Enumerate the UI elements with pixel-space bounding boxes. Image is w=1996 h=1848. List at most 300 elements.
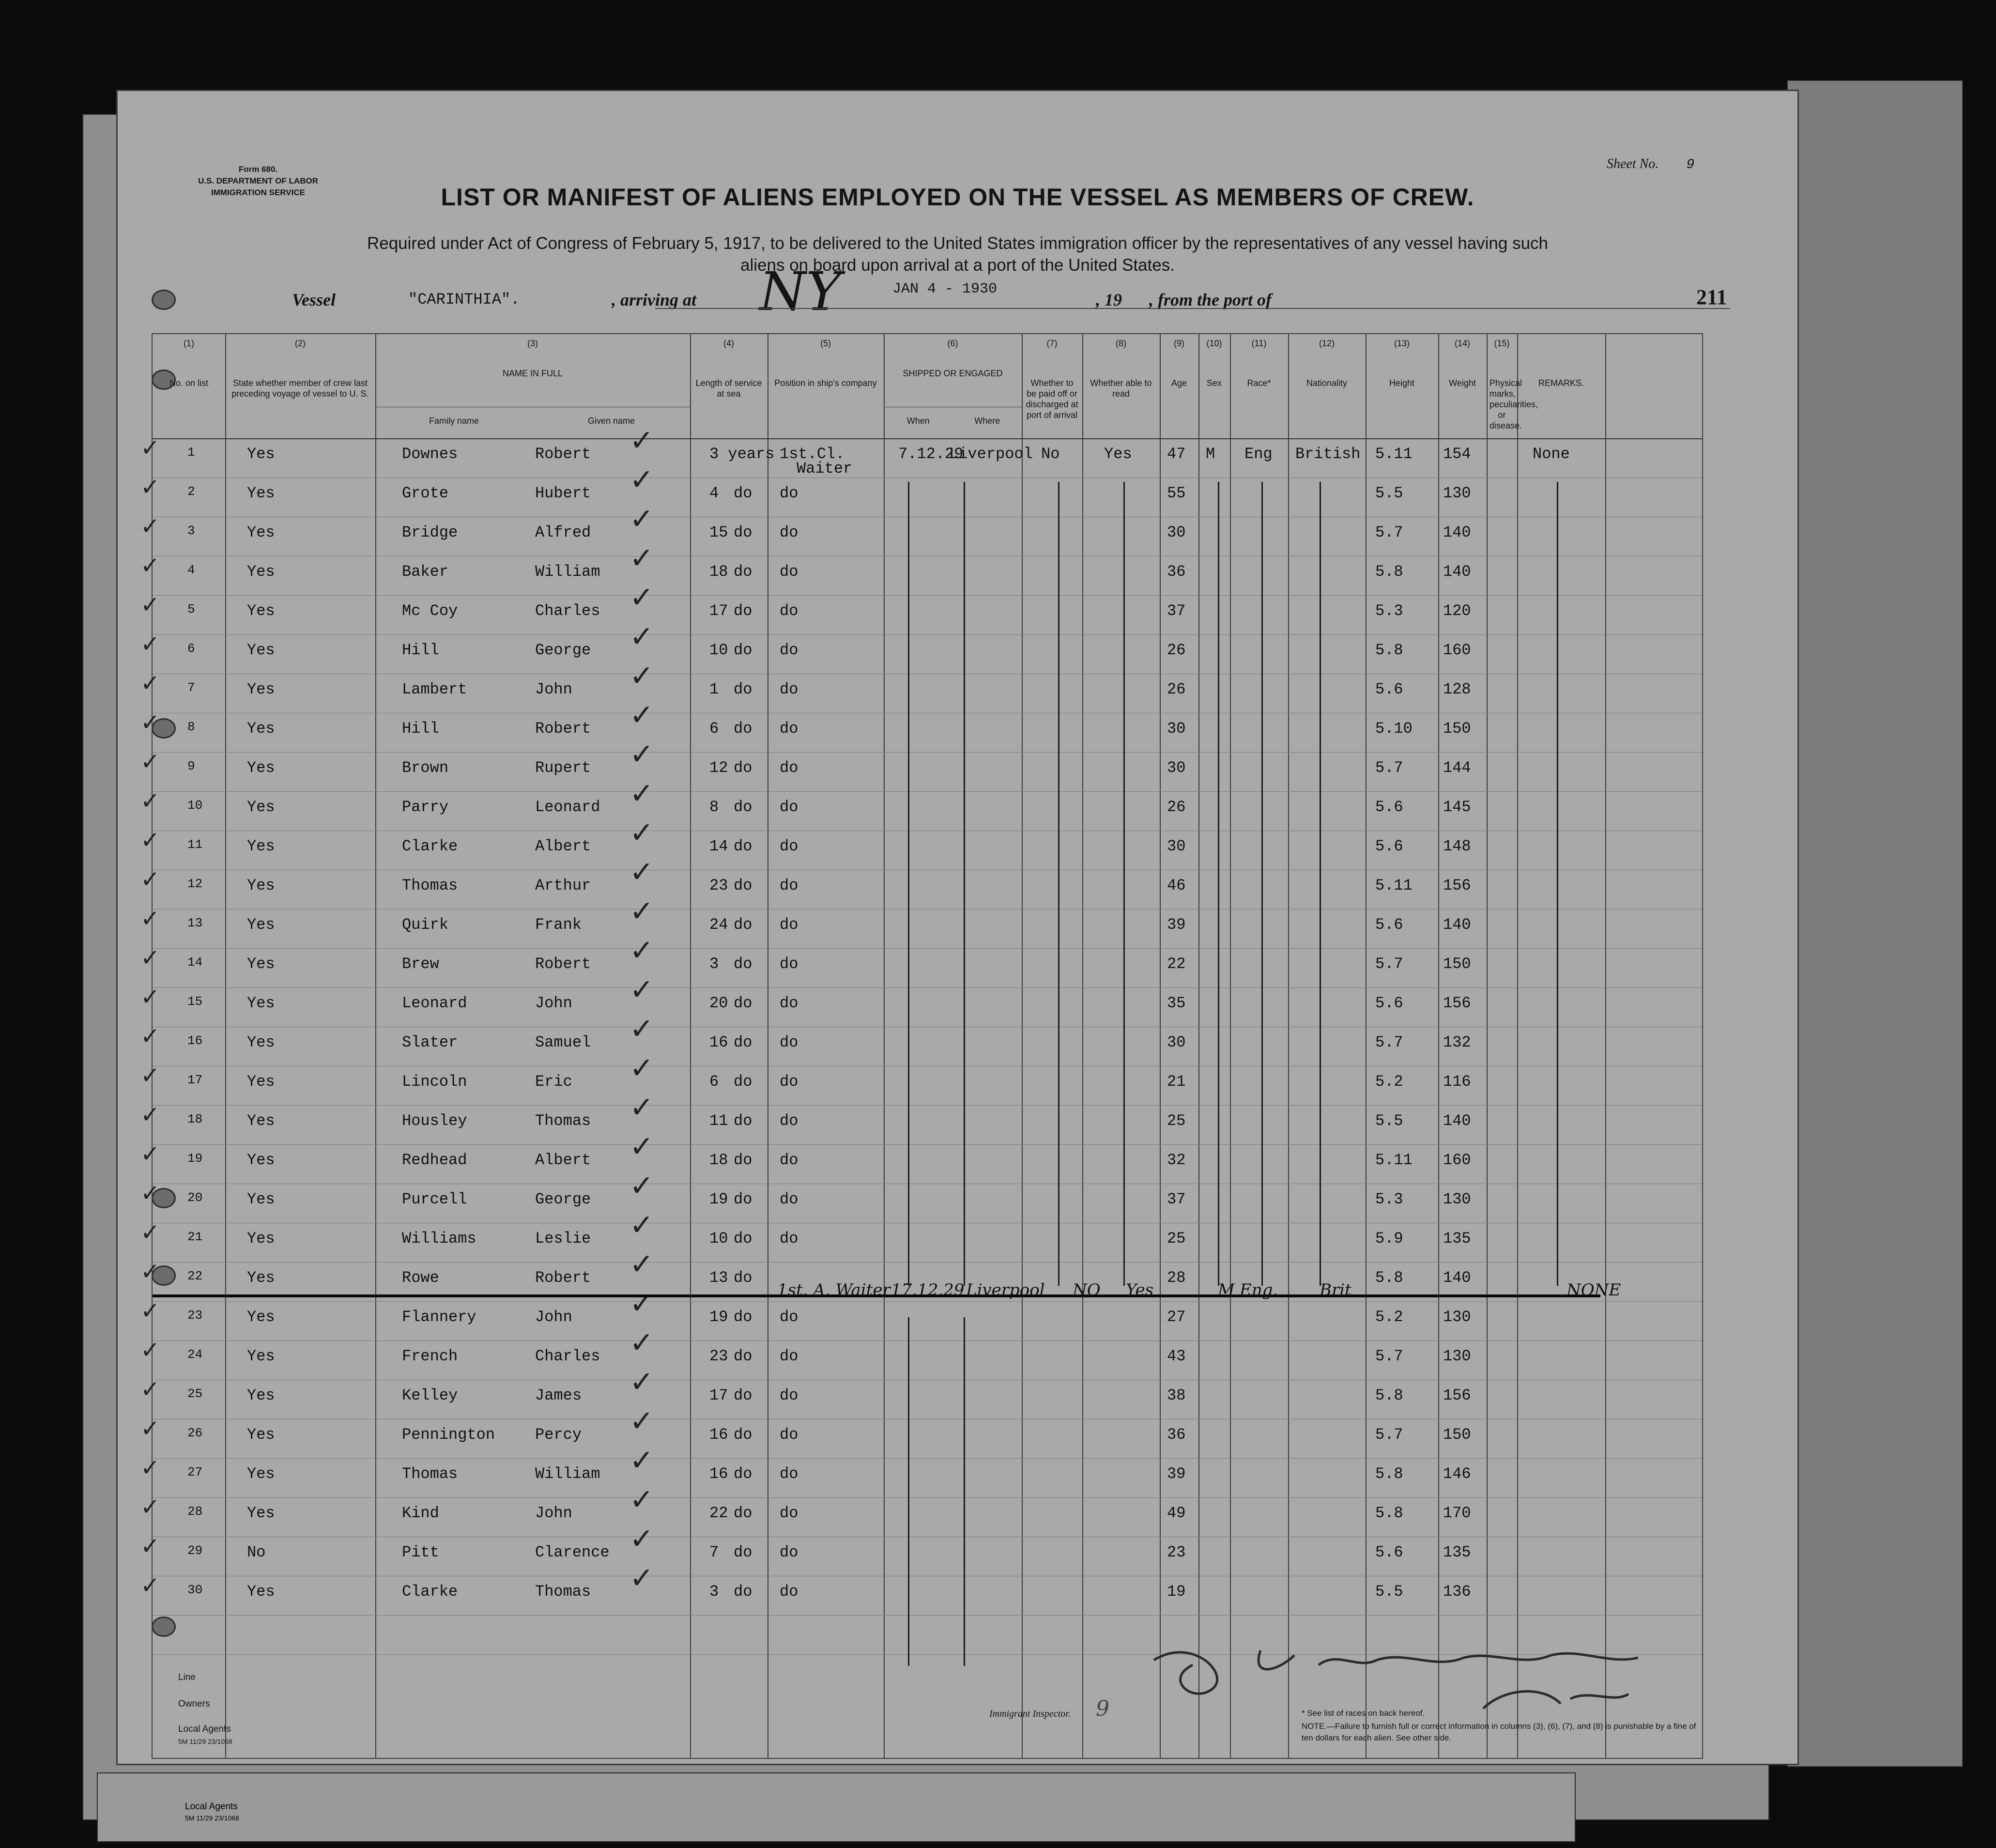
row-check-mark: ✓ <box>140 984 160 1011</box>
given-name: Leslie <box>535 1230 591 1247</box>
service-unit: do <box>734 641 752 659</box>
name-check-mark: ✓ <box>630 816 654 850</box>
service-unit: do <box>734 524 752 541</box>
service-unit: do <box>734 1190 752 1208</box>
age: 37 <box>1167 602 1186 620</box>
given-name: Hubert <box>535 484 591 502</box>
column-header: Whether to be paid off or discharged at port of arrival <box>1026 378 1078 420</box>
given-name: Leonard <box>535 798 600 816</box>
column-header: Position in ship's company <box>774 378 877 388</box>
family-name: Slater <box>402 1033 458 1051</box>
row-number: 13 <box>187 916 203 930</box>
height: 5.3 <box>1375 1190 1403 1208</box>
name-check-mark: ✓ <box>630 620 654 654</box>
age: 30 <box>1167 524 1186 541</box>
prev-voyage: Yes <box>247 1465 275 1483</box>
given-name: Samuel <box>535 1033 591 1051</box>
row-check-mark: ✓ <box>140 944 160 971</box>
inspector-signature <box>1135 1607 1764 1723</box>
ditto-line <box>908 1317 909 1666</box>
family-name: Rowe <box>402 1269 439 1287</box>
age: 27 <box>1167 1308 1186 1326</box>
service-unit: do <box>734 1543 752 1561</box>
prev-voyage: Yes <box>247 1112 275 1130</box>
row-check-mark: ✓ <box>140 631 160 658</box>
length-of-service: 16 <box>709 1033 728 1051</box>
race: Eng <box>1244 445 1273 463</box>
handwritten-race: Eng. <box>1240 1280 1278 1300</box>
table-row <box>140 777 1702 830</box>
weight: 148 <box>1443 837 1471 855</box>
family-name: Redhead <box>402 1151 467 1169</box>
position: do <box>780 1230 798 1247</box>
row-check-mark: ✓ <box>140 827 160 854</box>
row-check-mark: ✓ <box>140 1376 160 1403</box>
height: 5.2 <box>1375 1308 1403 1326</box>
position: do <box>780 759 798 777</box>
weight: 140 <box>1443 916 1471 934</box>
column-number: (13) <box>1394 339 1410 348</box>
handwritten-paid-off: NO <box>1073 1280 1101 1300</box>
form-number: Form 680. <box>238 165 278 174</box>
family-name: Brown <box>402 759 449 777</box>
given-name: Frank <box>535 916 582 934</box>
service-unit: do <box>734 1151 752 1169</box>
row-check-mark: ✓ <box>140 1572 160 1599</box>
length-of-service: 19 <box>709 1308 728 1326</box>
column-number: (11) <box>1251 339 1267 348</box>
shipped-where: Liverpool <box>949 445 1033 463</box>
weight: 140 <box>1443 1269 1471 1287</box>
under-local-agents-label: Local Agents <box>185 1802 238 1812</box>
age: 55 <box>1167 484 1186 502</box>
row-number: 11 <box>187 837 203 852</box>
service-unit: do <box>734 994 752 1012</box>
row-check-mark: ✓ <box>140 1415 160 1442</box>
family-name: Grote <box>402 484 449 502</box>
height: 5.8 <box>1375 1504 1403 1522</box>
age: 39 <box>1167 1465 1186 1483</box>
column-number: (2) <box>295 339 306 348</box>
height: 5.6 <box>1375 994 1403 1012</box>
column-subheader: When <box>906 416 930 426</box>
weight: 120 <box>1443 602 1471 620</box>
column-header: Whether able to read <box>1090 378 1152 399</box>
row-number: 6 <box>187 641 195 656</box>
family-name: Thomas <box>402 877 458 894</box>
underlying-sheet-footer <box>97 1772 1576 1842</box>
prev-voyage: Yes <box>247 837 275 855</box>
given-name: John <box>535 1308 572 1326</box>
height: 5.5 <box>1375 1112 1403 1130</box>
length-of-service: 11 <box>709 1112 728 1130</box>
weight: 130 <box>1443 1308 1471 1326</box>
given-name: Rupert <box>535 759 591 777</box>
local-agents-label: Local Agents <box>178 1724 231 1734</box>
manifest-table <box>140 333 1703 1759</box>
name-check-mark: ✓ <box>630 424 654 458</box>
row-number: 23 <box>187 1308 203 1323</box>
given-name: Robert <box>535 1269 591 1287</box>
row-check-mark: ✓ <box>140 474 160 501</box>
length-of-service: 13 <box>709 1269 728 1287</box>
length-of-service: 19 <box>709 1190 728 1208</box>
weight: 135 <box>1443 1230 1471 1247</box>
family-name: Mc Coy <box>402 602 458 620</box>
service-unit: do <box>734 602 752 620</box>
position: do <box>780 1190 798 1208</box>
handwritten-nationality: Brit <box>1320 1280 1351 1300</box>
family-name: Williams <box>402 1230 476 1247</box>
row-number: 14 <box>187 955 203 970</box>
age: 30 <box>1167 759 1186 777</box>
given-name: Thomas <box>535 1112 591 1130</box>
column-number: (14) <box>1454 339 1470 348</box>
family-name: Quirk <box>402 916 449 934</box>
length-of-service: 20 <box>709 994 728 1012</box>
row-number: 1 <box>187 445 195 460</box>
name-check-mark: ✓ <box>630 698 654 732</box>
age: 36 <box>1167 563 1186 581</box>
length-of-service: 17 <box>709 1386 728 1404</box>
service-unit: do <box>734 1112 752 1130</box>
weight: 130 <box>1443 1347 1471 1365</box>
column-number: (10) <box>1206 339 1222 348</box>
given-name: Clarence <box>535 1543 610 1561</box>
height: 5.6 <box>1375 798 1403 816</box>
column-number: (6) <box>947 339 958 348</box>
table-row <box>140 1208 1702 1262</box>
handwritten-where: Liverpool <box>966 1280 1045 1300</box>
name-check-mark: ✓ <box>630 777 654 811</box>
row-check-mark: ✓ <box>140 1101 160 1128</box>
column-header: NAME IN FULL <box>502 369 563 378</box>
owners-label: Owners <box>178 1699 210 1709</box>
service-unit: do <box>734 1583 752 1601</box>
position: do <box>780 1426 798 1444</box>
weight: 140 <box>1443 1112 1471 1130</box>
name-check-mark: ✓ <box>630 934 654 968</box>
age: 30 <box>1167 720 1186 738</box>
table-row <box>140 620 1702 673</box>
name-check-mark: ✓ <box>630 1326 654 1360</box>
row-number: 5 <box>187 602 195 616</box>
ditto-line <box>1058 482 1059 1286</box>
height: 5.8 <box>1375 1269 1403 1287</box>
subtitle-line-1: Required under Act of Congress of February 5, 1917, to be delivered to the United States immigration officer by the representatives of any vessel having such <box>367 234 1549 253</box>
row-check-mark: ✓ <box>140 1297 160 1324</box>
height: 5.7 <box>1375 1033 1403 1051</box>
row-check-mark: ✓ <box>140 591 160 618</box>
ditto-line <box>1557 482 1558 1286</box>
column-header: State whether member of crew last preceding voyage of vessel to U. S. <box>231 378 369 399</box>
given-name: Charles <box>535 602 600 620</box>
handwritten-marks: NONE <box>1566 1280 1621 1300</box>
column-subheader: Given name <box>587 416 635 426</box>
length-of-service: 16 <box>709 1465 728 1483</box>
position: do <box>780 1386 798 1404</box>
row-number: 30 <box>187 1583 203 1597</box>
given-name: John <box>535 680 572 698</box>
ditto-line <box>1261 482 1263 1286</box>
position: do <box>780 1308 798 1326</box>
weight: 140 <box>1443 563 1471 581</box>
name-check-mark: ✓ <box>630 1130 654 1164</box>
column-number: (12) <box>1319 339 1335 348</box>
length-of-service: 3 <box>709 1583 719 1601</box>
name-check-mark: ✓ <box>630 1091 654 1124</box>
position: do <box>780 563 798 581</box>
position: do <box>780 484 798 502</box>
height: 5.2 <box>1375 1073 1403 1091</box>
length-of-service: 15 <box>709 524 728 541</box>
position: do <box>780 680 798 698</box>
age: 32 <box>1167 1151 1186 1169</box>
weight: 154 <box>1443 445 1471 463</box>
row-check-mark: ✓ <box>140 1062 160 1089</box>
service-unit: do <box>734 955 752 973</box>
given-name: William <box>535 1465 600 1483</box>
table-row <box>140 659 1702 712</box>
row-number: 12 <box>187 877 203 891</box>
age: 21 <box>1167 1073 1186 1091</box>
prev-voyage: Yes <box>247 1426 275 1444</box>
table-row <box>140 1130 1702 1183</box>
prev-voyage: Yes <box>247 524 275 541</box>
age: 36 <box>1167 1426 1186 1444</box>
row-number: 22 <box>187 1269 203 1283</box>
ditto-line <box>908 482 909 1286</box>
height: 5.10 <box>1375 720 1413 738</box>
row-number: 15 <box>187 994 203 1009</box>
row-number: 10 <box>187 798 203 813</box>
age: 30 <box>1167 1033 1186 1051</box>
length-of-service: 3 years <box>709 445 775 463</box>
row-check-mark: ✓ <box>140 552 160 579</box>
row-check-mark: ✓ <box>140 709 160 736</box>
position: do <box>780 1465 798 1483</box>
date-stamp: JAN 4 - 1930 <box>892 281 998 297</box>
inspector-mark-handwritten: 9 <box>1096 1696 1109 1721</box>
given-name: Arthur <box>535 877 591 894</box>
position: do <box>780 1033 798 1051</box>
races-note: * See list of races on back hereof. <box>1302 1709 1425 1718</box>
service-unit: do <box>734 798 752 816</box>
column-header: SHIPPED OR ENGAGED <box>903 369 1003 378</box>
position: do <box>780 1073 798 1091</box>
length-of-service: 8 <box>709 798 719 816</box>
nationality: British <box>1295 445 1361 463</box>
table-row <box>140 1091 1702 1144</box>
height: 5.6 <box>1375 1543 1403 1561</box>
ditto-line <box>1218 482 1219 1286</box>
handwritten-able-to-read: Yes <box>1126 1280 1154 1300</box>
family-name: Kelley <box>402 1386 458 1404</box>
service-unit: do <box>734 1033 752 1051</box>
given-name: Thomas <box>535 1583 591 1601</box>
prev-voyage: Yes <box>247 720 275 738</box>
prev-voyage: Yes <box>247 484 275 502</box>
service-unit: do <box>734 916 752 934</box>
row-number: 8 <box>187 720 195 734</box>
length-of-service: 16 <box>709 1426 728 1444</box>
name-check-mark: ✓ <box>630 1247 654 1281</box>
table-row <box>140 502 1702 555</box>
prev-voyage: Yes <box>247 1269 275 1287</box>
age: 37 <box>1167 1190 1186 1208</box>
position: do <box>780 994 798 1012</box>
age: 22 <box>1167 955 1186 973</box>
length-of-service: 4 <box>709 484 719 502</box>
row-check-mark: ✓ <box>140 787 160 815</box>
prev-voyage: Yes <box>247 1033 275 1051</box>
column-number: (7) <box>1046 339 1058 348</box>
given-name: John <box>535 1504 572 1522</box>
row-check-mark: ✓ <box>140 1180 160 1207</box>
height: 5.7 <box>1375 955 1403 973</box>
column-number: (15) <box>1494 339 1510 348</box>
row-number: 25 <box>187 1386 203 1401</box>
given-name: Alfred <box>535 524 591 541</box>
height: 5.3 <box>1375 602 1403 620</box>
height: 5.11 <box>1375 1151 1413 1169</box>
sheet-number <box>1607 156 1694 172</box>
length-of-service: 18 <box>709 1151 728 1169</box>
service-unit: do <box>734 563 752 581</box>
row-number: 27 <box>187 1465 203 1479</box>
name-check-mark: ✓ <box>630 1287 654 1321</box>
column-header: Race* <box>1247 378 1271 388</box>
name-check-mark: ✓ <box>630 973 654 1007</box>
physical-marks: None <box>1533 445 1570 463</box>
service-unit: do <box>734 1426 752 1444</box>
position: do <box>780 1543 798 1561</box>
column-number: (4) <box>723 339 734 348</box>
prev-voyage: Yes <box>247 445 275 463</box>
age: 43 <box>1167 1347 1186 1365</box>
height: 5.8 <box>1375 641 1403 659</box>
service-unit: do <box>734 720 752 738</box>
row-number: 2 <box>187 484 195 499</box>
height: 5.5 <box>1375 1583 1403 1601</box>
row-number: 16 <box>187 1033 203 1048</box>
column-number: (1) <box>184 339 194 348</box>
given-name: Robert <box>535 955 591 973</box>
height: 5.7 <box>1375 1426 1403 1444</box>
fine-note: NOTE.—Failure to furnish full or correct information in columns (3), (6), (7), and (8) is punishable by a fine of ten dollars for each alien. See other side. <box>1302 1722 1696 1742</box>
table-row <box>140 1444 1702 1497</box>
table-row <box>140 1365 1702 1418</box>
prev-voyage: Yes <box>247 798 275 816</box>
prev-voyage: No <box>247 1543 266 1561</box>
weight: 144 <box>1443 759 1471 777</box>
length-of-service: 12 <box>709 759 728 777</box>
height: 5.7 <box>1375 1347 1403 1365</box>
age: 47 <box>1167 445 1186 463</box>
column-header: Length of service at sea <box>695 378 762 399</box>
name-check-mark: ✓ <box>630 1012 654 1046</box>
arriving-label: , arriving at <box>612 290 697 309</box>
given-name: James <box>535 1386 582 1404</box>
handwritten-when: 17.12.29 <box>891 1280 965 1300</box>
row-check-mark: ✓ <box>140 1337 160 1364</box>
length-of-service: 17 <box>709 602 728 620</box>
height: 5.7 <box>1375 524 1403 541</box>
row-number: 3 <box>187 524 195 538</box>
height: 5.5 <box>1375 484 1403 502</box>
family-name: Clarke <box>402 837 458 855</box>
length-of-service: 1 <box>709 680 719 698</box>
family-name: Hill <box>402 641 439 659</box>
column-header: Height <box>1389 378 1415 388</box>
table-row <box>140 424 1702 477</box>
name-check-mark: ✓ <box>630 463 654 497</box>
row-number: 26 <box>187 1426 203 1440</box>
row-number: 4 <box>187 563 195 577</box>
position: do <box>780 1151 798 1169</box>
row-check-mark: ✓ <box>140 434 160 462</box>
service-unit: do <box>734 1386 752 1404</box>
year-label: , 19 <box>1096 290 1122 309</box>
weight: 160 <box>1443 641 1471 659</box>
length-of-service: 7 <box>709 1543 719 1561</box>
sheet-number-value: 9 <box>1686 157 1695 172</box>
name-check-mark: ✓ <box>630 855 654 889</box>
name-check-mark: ✓ <box>630 541 654 575</box>
age: 49 <box>1167 1504 1186 1522</box>
length-of-service: 10 <box>709 1230 728 1247</box>
under-print-code: 5M 11/29 23/1068 <box>185 1814 239 1822</box>
position: do <box>780 524 798 541</box>
weight: 156 <box>1443 877 1471 894</box>
given-name: Charles <box>535 1347 600 1365</box>
service-unit: do <box>734 484 752 502</box>
prev-voyage: Yes <box>247 1190 275 1208</box>
subtitle-line-2: aliens on board upon arrival at a port of the United States. <box>740 256 1175 275</box>
print-code: 5M 11/29 23/1068 <box>178 1738 232 1745</box>
name-check-mark: ✓ <box>630 1169 654 1203</box>
service-unit: do <box>734 680 752 698</box>
weight: 145 <box>1443 798 1471 816</box>
family-name: Pitt <box>402 1543 439 1561</box>
column-header: Physical marks, peculiarities, or disease. <box>1489 378 1538 431</box>
from-port-label: , from the port of <box>1149 290 1272 309</box>
strike-through-line <box>153 1294 1600 1297</box>
name-check-mark: ✓ <box>630 1444 654 1478</box>
service-unit: do <box>734 1465 752 1483</box>
column-number: (5) <box>820 339 831 348</box>
given-name: George <box>535 641 591 659</box>
height: 5.6 <box>1375 837 1403 855</box>
family-name: French <box>402 1347 458 1365</box>
table-row <box>140 581 1702 634</box>
handwritten-position: 1st. A. Waiter <box>777 1280 891 1300</box>
prev-voyage: Yes <box>247 680 275 698</box>
row-number: 28 <box>187 1504 203 1519</box>
underlying-sheet <box>1787 80 1963 1767</box>
weight: 140 <box>1443 524 1471 541</box>
prev-voyage: Yes <box>247 1230 275 1247</box>
prev-voyage: Yes <box>247 1583 275 1601</box>
family-name: Kind <box>402 1504 439 1522</box>
family-name: Brew <box>402 955 439 973</box>
shipped-when: 7.12.29 <box>898 445 964 463</box>
service-unit: do <box>734 1308 752 1326</box>
position: do <box>780 1112 798 1130</box>
age: 46 <box>1167 877 1186 894</box>
position: do <box>780 798 798 816</box>
weight: 150 <box>1443 1426 1471 1444</box>
